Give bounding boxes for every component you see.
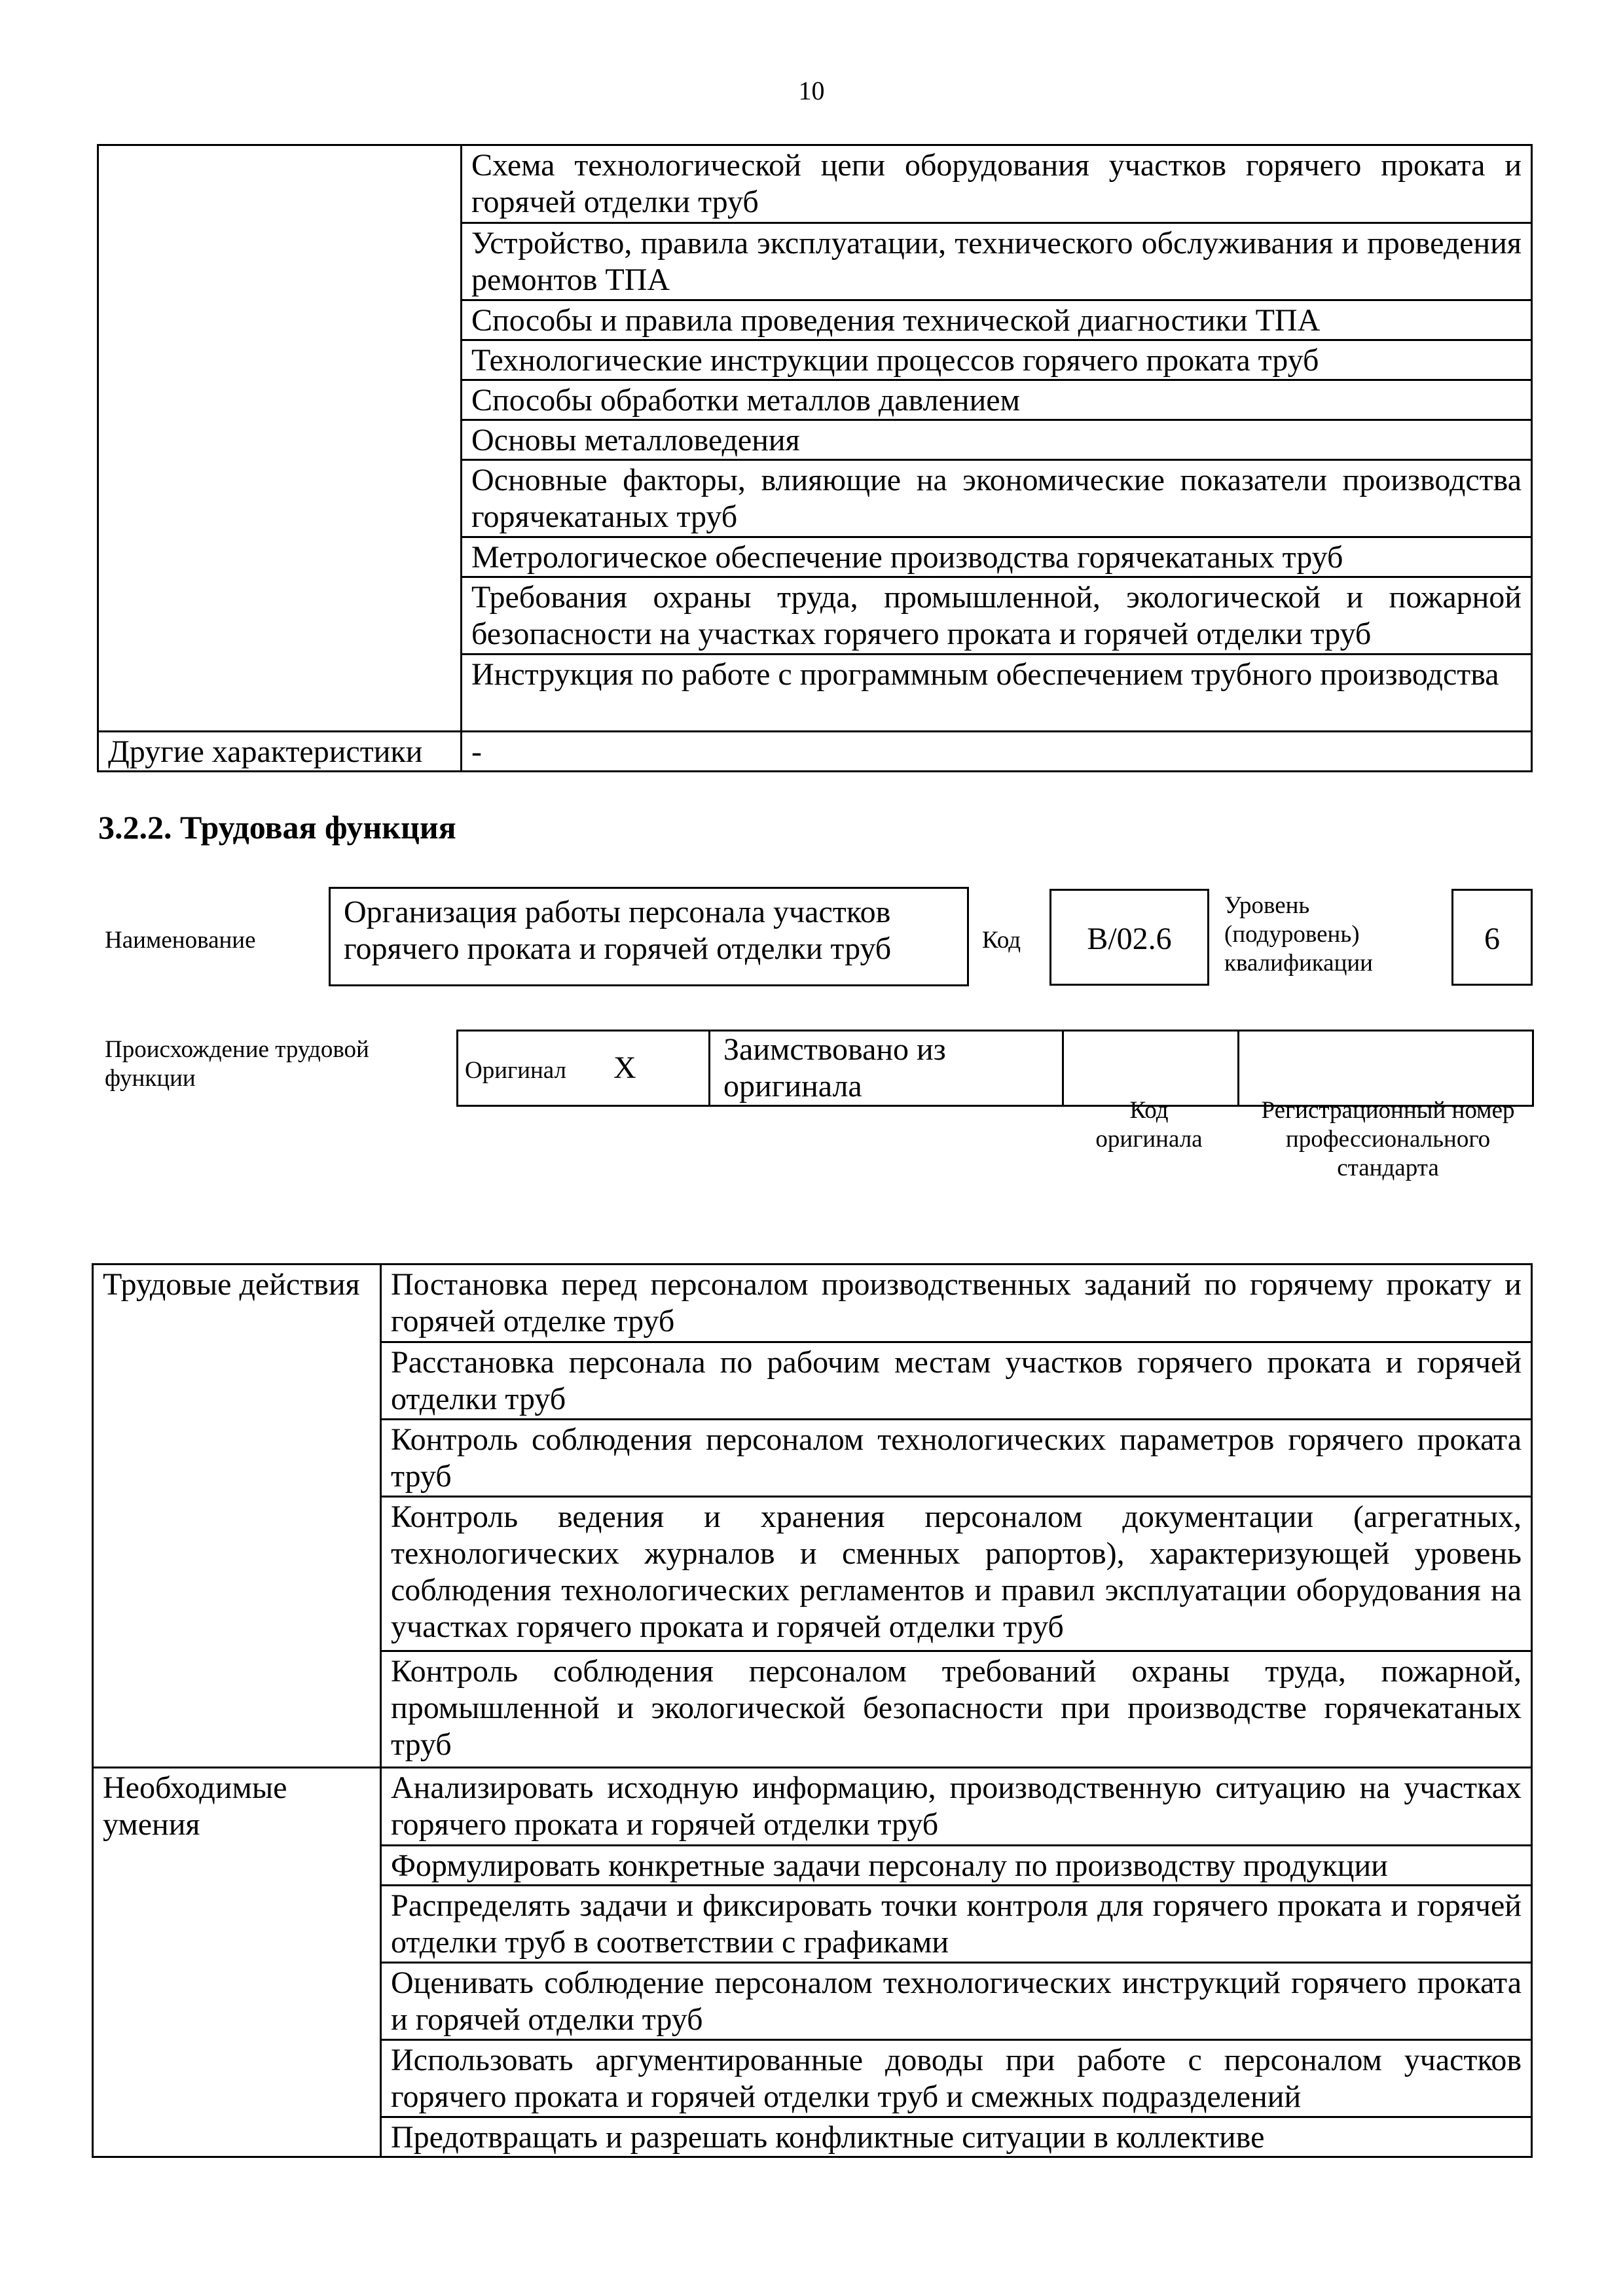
skills-label: Необходимые умения <box>93 1768 381 2157</box>
name-box <box>329 887 969 986</box>
action-item: Расстановка персонала по рабочим местам участков горячего проката и горячей отделки труб <box>381 1342 1532 1420</box>
knowledge-item: Основы металловедения <box>462 420 1532 460</box>
skill-item: Оценивать соблюдение персоналом технологических инструкций горячего проката и горячей отделки труб <box>381 1963 1532 2040</box>
function-table <box>92 1263 1533 2158</box>
skill-item: Распределять задачи и фиксировать точки контроля для горячего проката и горячей отделки труб в соответствии с графиками <box>381 1886 1532 1963</box>
level-value: 6 <box>1484 922 1500 956</box>
knowledge-item: Метрологическое обеспечение производства горячекатаных труб <box>462 537 1532 577</box>
code-box <box>1049 889 1209 986</box>
code-original-caption: Код оригинала <box>1095 1097 1203 1153</box>
origin-table <box>456 1030 1534 1107</box>
level-label: Уровень (подуровень) квалификации <box>1224 892 1373 977</box>
other-characteristics-label: Другие характеристики <box>98 732 462 772</box>
actions-label: Трудовые действия <box>93 1265 381 1768</box>
original-cell <box>458 1031 710 1106</box>
knowledge-item: Инструкция по работе с программным обеспечением трубного производства <box>462 655 1532 732</box>
knowledge-item: Устройство, правила эксплуатации, технического обслуживания и проведения ремонтов ТПА <box>462 223 1532 300</box>
original-mark: X <box>613 1050 636 1085</box>
level-box <box>1451 889 1533 986</box>
name-label: Наименование <box>105 927 256 954</box>
knowledge-item: Основные факторы, влияющие на экономические показатели производства горячекатаных труб <box>462 460 1532 537</box>
action-item: Контроль ведения и хранения персоналом документации (агрегатных, технологических журналов и сменных рапортов), характеризующей уровень соблюдения технологических регламентов и правил эксплуатации оборудования на участках горячего проката и горячей отделки труб <box>381 1497 1532 1651</box>
action-item: Контроль соблюдения персоналом технологических параметров горячего проката труб <box>381 1420 1532 1497</box>
function-name: Организация работы персонала участков горячего проката и горячей отделки труб <box>344 895 892 966</box>
reg-number-cell <box>1239 1031 1533 1106</box>
skill-item: Предотвращать и разрешать конфликтные ситуации в коллективе <box>381 2117 1532 2157</box>
knowledge-table <box>97 144 1533 772</box>
section-title: 3.2.2. Трудовая функция <box>98 809 456 846</box>
action-item: Контроль соблюдения персоналом требований охраны труда, пожарной, промышленной и экологической безопасности при производстве горячекатаных труб <box>381 1651 1532 1768</box>
borrowed-label: Заимствовано из оригинала <box>710 1031 1063 1106</box>
code-original-cell <box>1063 1031 1239 1106</box>
reg-number-caption: Регистрационный номер профессионального стандарта <box>1261 1097 1515 1181</box>
knowledge-item: Требования охраны труда, промышленной, экологической и пожарной безопасности на участках горячего проката и горячей отделки труб <box>462 577 1532 655</box>
skill-item: Использовать аргументированные доводы при работе с персоналом участков горячего проката и горячей отделки труб и смежных подразделений <box>381 2040 1532 2117</box>
knowledge-item: Схема технологической цепи оборудования участков горячего проката и горячей отделки труб <box>462 145 1532 223</box>
page-number: 10 <box>798 76 825 105</box>
knowledge-item: Способы обработки металлов давлением <box>462 380 1532 420</box>
other-characteristics-value: - <box>462 732 1532 772</box>
skill-item: Формулировать конкретные задачи персоналу по производству продукции <box>381 1846 1532 1886</box>
action-item: Постановка перед персоналом производственных заданий по горячему прокату и горячей отделке труб <box>381 1265 1532 1342</box>
original-label: Оригинал <box>465 1057 567 1084</box>
skill-item: Анализировать исходную информацию, производственную ситуацию на участках горячего проката и горячей отделки труб <box>381 1768 1532 1846</box>
knowledge-item: Способы и правила проведения технической диагностики ТПА <box>462 300 1532 340</box>
knowledge-item: Технологические инструкции процессов горячего проката труб <box>462 340 1532 380</box>
code-label: Код <box>982 927 1021 954</box>
knowledge-label-cell <box>98 145 462 732</box>
code-value: B/02.6 <box>1087 922 1172 956</box>
origin-label: Происхождение трудовой функции <box>105 1036 369 1092</box>
